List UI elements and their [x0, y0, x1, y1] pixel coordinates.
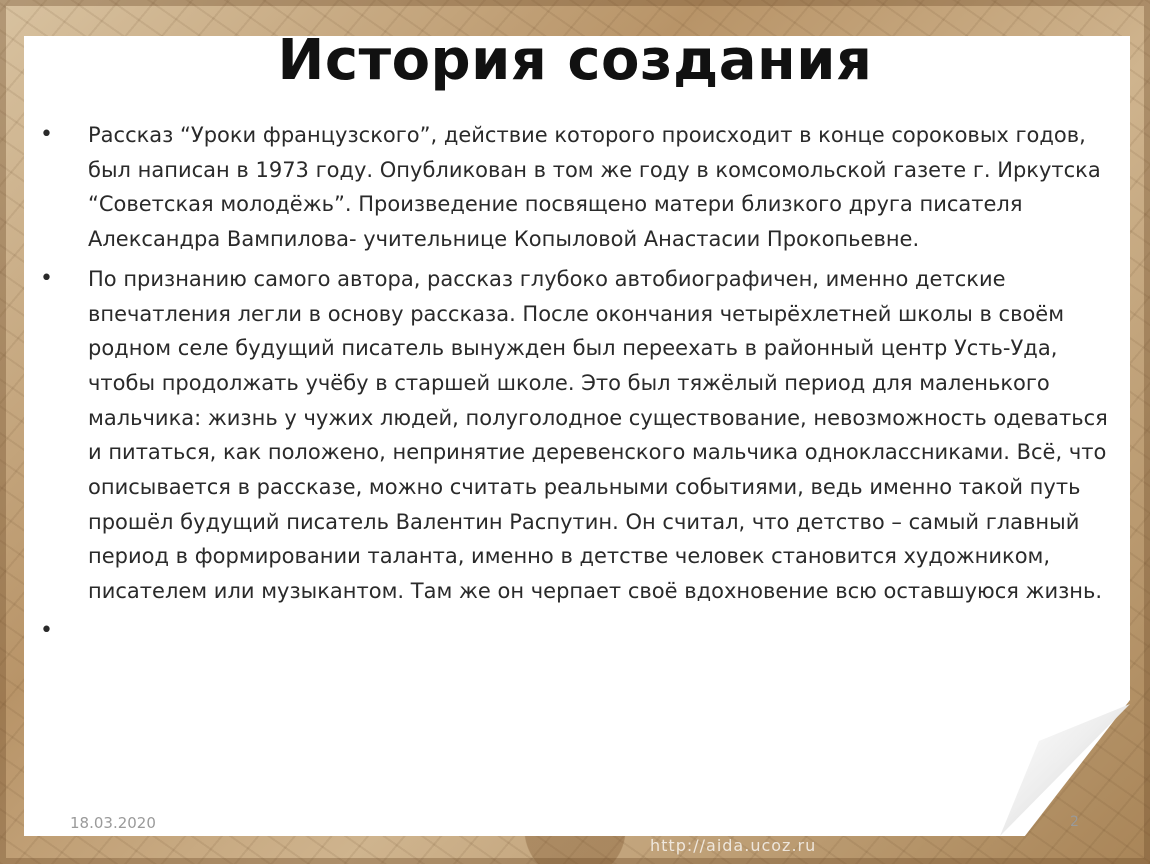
page-number: 2 — [1070, 814, 1079, 830]
watermark-url: http://aida.ucoz.ru — [650, 836, 817, 855]
bullet-item-3 — [40, 614, 1125, 648]
slide-title: История создания — [277, 28, 873, 93]
bullet-text: По признанию самого автора, рассказ глубоко автобиографичен, именно детские впечатления легли в основу рассказа. После окончания четырёхлетней школы в своём родном селе будущий писатель вынужден был переехать в районный центр Усть-Уда, чтобы продолжать учёбу в старшей школе. Это был тяжёлый период для маленького мальчика: жизнь у чужих людей, полуголодное существование, невозможность одеваться и питаться, как положено, непринятие деревенского мальчика одноклассниками. Всё, что описывается в рассказе, можно считать реальными событиями, ведь именно такой путь прошёл будущий писатель Валентин Распутин. Он считал, что детство – самый главный период в формировании таланта, именно в детстве человек становится художником, писателем или музыкантом. Там же он черпает своё вдохновение всю оставшуюся жизнь. — [88, 266, 1108, 604]
bullet-icon: • — [40, 617, 53, 643]
slide-date: 18.03.2020 — [70, 814, 156, 832]
bullet-icon: • — [40, 265, 53, 291]
bullet-item-2 — [40, 262, 1125, 609]
bullet-item-1 — [40, 118, 1125, 257]
bullet-list — [40, 118, 1125, 653]
bullet-text: Рассказ “Уроки французского”, действие которого происходит в конце сороковых годов, был написан в 1973 году. Опубликован в том же году в комсомольской газете г. Иркутска “Советская молодёжь”. Произведение посвящено матери близкого друга писателя Александра Вампилова- учительнице Копыловой Анастасии Прокопьевне. — [88, 123, 1101, 252]
bullet-icon: • — [40, 122, 53, 147]
